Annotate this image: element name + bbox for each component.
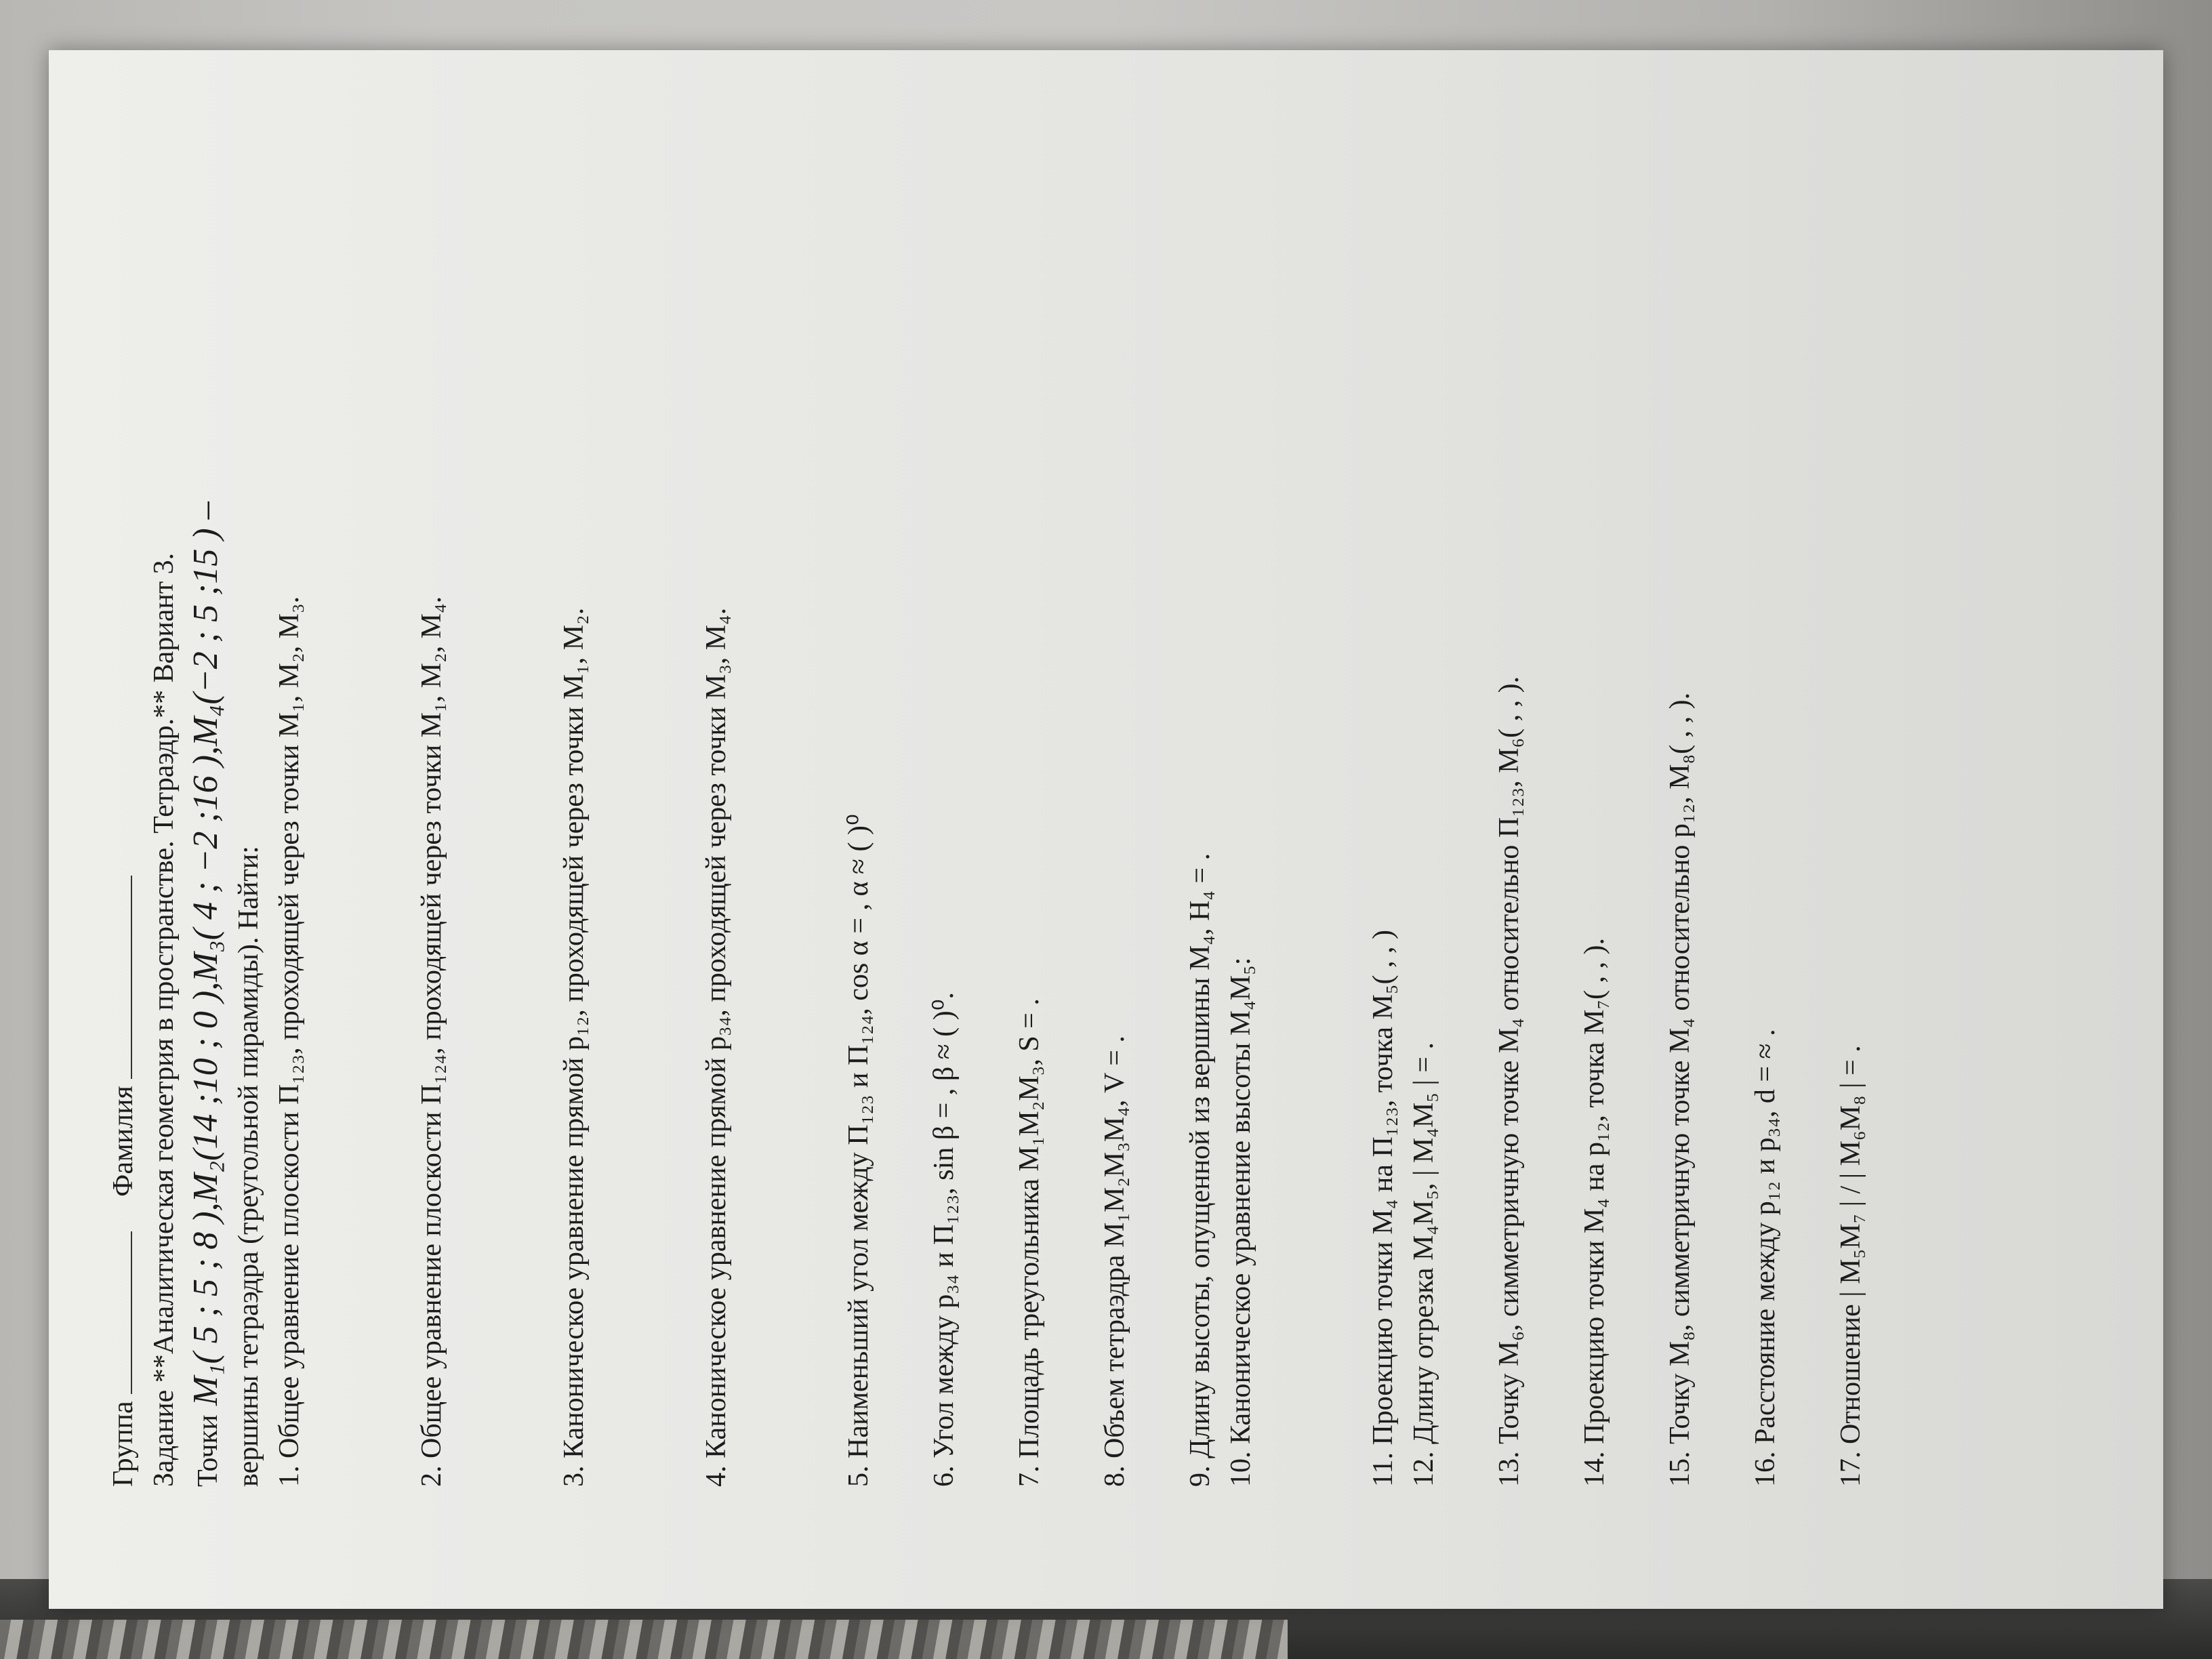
group-label: Группа xyxy=(108,1401,139,1487)
task-13: 13. Точку M₆, симметричную точке M₄ относительно Π₁₂₃, M₆( , , ). xyxy=(1494,676,1525,1487)
surname-label: Фамилия xyxy=(108,1086,139,1197)
header-row xyxy=(103,118,144,1487)
task-17: 17. Отношение | M₅M₇ | / | M₆M₈ | = . xyxy=(1835,1045,1866,1487)
points-coordinates: M₁( 5 ; 5 ; 8 ),M₂(14 ;10 ; 0 ),M₃( 4 ; −2 ;16 ),M₄(−2 ; 5 ;15 ) – xyxy=(186,501,225,1406)
task-11: 11. Проекцию точки M₄ на Π₁₂₃, точка M₅( , , ) xyxy=(1368,930,1399,1487)
task-14: 14. Проекцию точки M₄ на p₁₂, точка M₇( , , ). xyxy=(1579,937,1610,1487)
task-8: 8. Объем тетраэдра M₁M₂M₃M₄, V = . xyxy=(1099,1036,1130,1487)
worksheet-page xyxy=(49,50,2163,1609)
task-10: 10. Каноническое уравнение высоты M₄M₅: xyxy=(1225,957,1256,1487)
task-1: 1. Общее уравнение плоскости Π₁₂₃, проходящей через точки M₁, M₂, M₃. xyxy=(274,596,305,1487)
surname-field[interactable] xyxy=(110,876,132,1079)
task-7: 7. Площадь треугольника M₁M₂M₃, S = . xyxy=(1014,998,1045,1487)
points-label: Точки xyxy=(192,1414,224,1487)
task-2: 2. Общее уравнение плоскости Π₁₂₄, проходящей через точки M₁, M₂, M₄. xyxy=(416,596,447,1487)
group-field[interactable] xyxy=(110,1231,132,1394)
assignment-title: Задание **Аналитическая геометрия в пространстве. Тетраэдр.** Вариант 3. xyxy=(148,552,180,1487)
task-6: 6. Угол между p₃₄ и Π₁₂₃, sin β = , β ≈ ( )⁰. xyxy=(928,991,960,1487)
task-12: 12. Длину отрезка M₄M₅, | M₄M₅ | = . xyxy=(1408,1042,1439,1487)
task-15: 15. Точку M₈, симметричную точке M₄ относительно p₁₂, M₈( , , ). xyxy=(1664,692,1696,1487)
vertices-line: вершины тетраэдра (треугольной пирамиды). Найти: xyxy=(233,846,264,1487)
task-5: 5. Наименьший угол между Π₁₂₃ и Π₁₂₄, cos α = , α ≈ ( )⁰ xyxy=(843,814,874,1487)
task-16: 16. Расстояние между p₁₂ и p₃₄, d = ≈ . xyxy=(1750,1029,1781,1487)
task-4: 4. Каноническое уравнение прямой p₃₄, проходящей через точки M₃, M₄. xyxy=(701,607,732,1487)
worksheet-content xyxy=(103,118,1871,1487)
foil-edge xyxy=(0,1620,1288,1659)
task-9: 9. Длину высоты, опущенной из вершины M₄, H₄ = . xyxy=(1185,853,1216,1487)
task-3: 3. Каноническое уравнение прямой p₁₂, проходящей через точки M₁, M₂. xyxy=(558,607,590,1487)
points-line xyxy=(184,118,228,1487)
